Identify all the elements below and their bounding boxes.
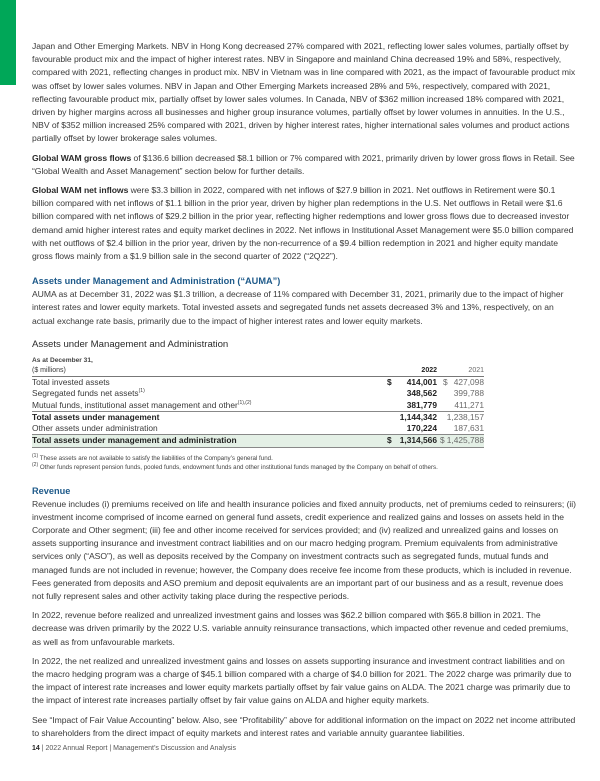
table-header-row: [32, 365, 484, 377]
footnote-text: Other funds represent pension funds, pooled funds, endowment funds and other institutional funds managed by the Company on behalf of others.: [38, 463, 438, 471]
table-row-grand-total: [32, 435, 484, 447]
value-text: 1,425,788: [446, 435, 484, 446]
table-row: [32, 399, 484, 411]
row-label: [32, 399, 387, 411]
table-units: ($ millions): [32, 365, 387, 377]
paragraph-nbv: Japan and Other Emerging Markets. NBV in Hong Kong decreased 27% compared with 2021, reflecting lower sales volumes, partially offset by favourable product mix and the impact of higher interest rates. NBV in Singapore and mainland China decreased 19% and 58%, respectively, compared with 2021, reflecting changes in product mix. NBV in Vietnam was in line compared with 2021, as the impact of favourable product mix was offset by lower sales volumes. NBV in Japan and Other Emerging Markets increased 28% and 5%, respectively, compared with 2021, reflecting favourable product mix, partially offset by lower sales volumes. In Canada, NBV of $362 million increased 18% compared with 2021, driven by higher margins across all businesses and higher group insurance volumes, partially offset by lower volumes in annuities. In the U.S., NBV of $352 million increased 25% compared with 2021, driven by higher interest rates, higher international sales volumes and product actions partially offset by lower brokerage sales volumes.: [32, 41, 576, 144]
col-header-2021: 2021: [437, 365, 484, 377]
table-row: [32, 388, 484, 399]
report-name: 2022 Annual Report: [45, 745, 108, 752]
value-text: 1,314,566: [399, 435, 437, 446]
currency-symbol: $: [443, 377, 448, 387]
paragraph-net-inflows: [32, 184, 577, 263]
value-2021: [437, 435, 484, 447]
row-label: Total assets under management and administration: [32, 435, 387, 447]
currency-symbol: $: [387, 377, 392, 387]
row-label: [32, 388, 387, 399]
value-2021: 187,631: [453, 423, 484, 434]
paragraph-gross-flows: [32, 152, 577, 178]
auma-table: [32, 365, 484, 448]
accent-bar: [0, 0, 16, 85]
value-2021: 399,788: [453, 388, 484, 399]
currency-symbol: $: [440, 435, 445, 446]
value-2022: 381,779: [406, 399, 437, 410]
value-2021: 411,271: [454, 399, 484, 410]
footnote-mark: (2): [32, 461, 39, 468]
paragraph-revenue-4: See “Impact of Fair Value Accounting” below. Also, see “Profitability” above for additional information on the impact on 2022 net income attributed to shareholders from the direct impact of equity markets and interest rates and variable annuity guarantee liabilities.: [32, 714, 576, 738]
value-text: 427,098: [453, 377, 484, 387]
value-2022: 1,144,342: [387, 411, 437, 423]
table-row-total-aum: [32, 411, 484, 423]
paragraph-revenue-2: In 2022, revenue before realized and unrealized investment gains and losses was $62.2 billion compared with $65.8 billion in 2021. The decrease was driven primarily by the 2022 U.S. variable annuity reinsurance transactions, which impacted other revenue and ceded premiums, as well as from unfavourable markets.: [32, 610, 569, 647]
term-gross-flows: Global WAM gross flows: [32, 152, 132, 163]
table-row: [32, 376, 484, 388]
row-label: Total invested assets: [32, 377, 110, 387]
footnote-mark: (1): [32, 452, 39, 459]
row-label: Other assets under administration: [32, 423, 158, 434]
paragraph-revenue-1: Revenue includes (i) premiums received on life and health insurance policies and fixed annuity products, net of premiums ceded to reinsurers; (ii) investment income comprised of income earned on general fund assets, credit experience and realized gains and losses on assets held in the Corporate and Other segment; (iii) fee and other income received for services provided; and (iv) realized and unrealized gains and losses on assets supporting insurance and investment contract liabilities and on our macro hedging program. Premium equivalents from administrative services only (“ASO”), as well as deposits received by the Company on investment contracts such as segregated funds, mutual funds and managed funds are not included in revenue; however, the Company does receive fee income from these products, which is included in revenue. Fees generated from deposits and ASO premium and deposit equivalents are an important part of our business and as a result, revenue does not fully represent sales and other activity taking place during the respective periods.: [32, 498, 576, 602]
currency-symbol: $: [387, 435, 392, 446]
value-2022: [387, 435, 437, 447]
value-2021: 1,238,157: [437, 411, 484, 423]
section-name: Management’s Discussion and Analysis: [113, 745, 236, 752]
text-gross-flows: of $136.6 billion decreased $8.1 billion or 7% compared with 2021, primarily driven by lower gross flows in Retail. See “Global Wealth and Asset Management” section below for further details.: [32, 152, 575, 176]
revenue-heading: Revenue: [32, 485, 71, 496]
footnote-text: These assets are not available to satisfy the liabilities of the Company’s general fund.: [38, 454, 273, 462]
paragraph-auma: AUMA as at December 31, 2022 was $1.3 trillion, a decrease of 11% compared with December 31, 2021, primarily due to the impact of higher interest rates and lower equity markets. Total invested assets and segregated funds net assets decreased 3% and 13%, respectively, on an actual exchange rate basis, primarily due to the impact of higher interest rates and lower equity markets.: [32, 289, 564, 326]
table-as-at: As at December 31,: [32, 356, 93, 364]
value-2022: 170,224: [406, 423, 437, 434]
table-title: Assets under Management and Administration: [32, 338, 229, 350]
footnote-ref: (1): [138, 388, 145, 395]
page-content: [32, 40, 577, 746]
value-2022: [387, 376, 437, 388]
value-2022: 348,562: [406, 388, 437, 399]
value-2021: [437, 376, 484, 388]
separator: |: [39, 745, 46, 752]
table-row: [32, 423, 484, 435]
label-text: Segregated funds net assets: [32, 388, 139, 399]
auma-heading: Assets under Management and Administration (“AUMA”): [32, 276, 281, 287]
footnote-2: [32, 463, 577, 472]
page-number: 14: [32, 745, 40, 752]
page-footer: [32, 745, 236, 752]
paragraph-revenue-3: In 2022, the net realized and unrealized investment gains and losses on assets supporting insurance and investment contract liabilities and on the macro hedging program was a charge of $45.1 billion compared with a charge of $4.0 billion for 2021. The 2022 charge was primarily due to the impact of interest rate increases and lower equity markets partially offset by fair value gains on ALDA. The 2021 charge was primarily due to the impact of interest rate increases partially offset by fair value gains on ALDA and higher equity markets.: [32, 655, 572, 706]
separator: |: [107, 745, 114, 752]
row-label: Total assets under management: [32, 411, 387, 423]
footnote-ref: (1),(2): [237, 399, 252, 406]
value-text: 414,001: [406, 377, 437, 387]
term-net-inflows: Global WAM net inflows: [32, 185, 129, 196]
label-text: Mutual funds, institutional asset management and other: [32, 399, 238, 410]
col-header-2022: 2022: [387, 365, 437, 377]
table-footnotes: [32, 454, 577, 472]
footnote-1: [32, 454, 577, 463]
text-net-inflows: were $3.3 billion in 2022, compared with net inflows of $27.9 billion in 2021. Net outflows in Retirement were $0.1 billion compared with net inflows of $1.1 billion in the prior year, driven by higher plan redemptions in the U.S. Net outflows in Retail were $1.6 billion compared with net inflows of $29.2 billion in the prior year, reflecting higher redemptions and lower gross flows due to decreased investor demand amid higher interest rates and equity market declines in 2022. Net inflows in Institutional Asset Management were $5.0 billion compared with net outflows of $2.4 billion in the prior year, driven by the non-recurrence of a $9.4 billion redemption in 2021 and higher equity mandate gross flows mainly from a $1.9 billion sale in the second quarter of 2022 (“2Q22”).: [32, 185, 574, 262]
